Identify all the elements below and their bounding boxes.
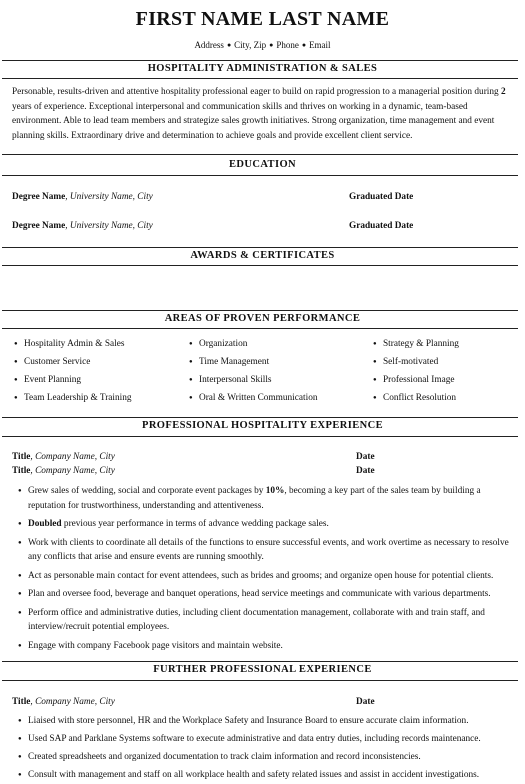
skill-item: ● Hospitality Admin & Sales (14, 338, 132, 356)
bullet-separator-icon: ● (226, 41, 232, 49)
list-item: ● Liaised with store personnel, HR and the Workplace Safety and Insurance Board to ensure accurate claim information. (20, 714, 510, 728)
years-count: 2 (501, 87, 506, 97)
skill-item: ● Event Planning (14, 374, 132, 392)
job-entry: Title, Company Name, City (12, 466, 115, 476)
bullet-separator-icon: ● (301, 41, 307, 49)
list-item: ● Grew sales of wedding, social and corporate event packages by 10%, becoming a key part of the sales team by building a reputation for trustworthiness, understanding and attentiveness. (20, 484, 510, 513)
list-item: ● Created spreadsheets and organized documentation to track claim information and record inconsistencies. (20, 750, 510, 764)
further-bullet-list (20, 714, 510, 782)
skill-item: ● Time Management (189, 356, 318, 374)
job-date: Date (356, 697, 375, 707)
contact-city-zip: City, Zip (234, 40, 267, 50)
contact-email: Email (309, 40, 331, 50)
section-heading-skills: AREAS OF PROVEN PERFORMANCE (164, 313, 361, 324)
skills-column (373, 338, 459, 410)
section-heading-experience: PROFESSIONAL HOSPITALITY EXPERIENCE (142, 420, 383, 431)
divider (2, 680, 518, 681)
contact-phone: Phone (276, 40, 299, 50)
resume-title: HOSPITALITY ADMINISTRATION & SALES (147, 63, 378, 74)
skill-item: ● Team Leadership & Training (14, 392, 132, 410)
divider (2, 310, 518, 311)
list-item: ● Used SAP and Parklane Systems software to execute administrative and data entry duties, including records maintenance. (20, 732, 510, 746)
divider (2, 417, 518, 418)
list-item: ● Perform office and administrative duties, including client documentation management, collaborate with and train staff, and interview/recruit potential employees. (20, 606, 510, 635)
section-heading-education: EDUCATION (229, 159, 296, 170)
divider (2, 247, 518, 248)
graduation-date: Graduated Date (349, 221, 414, 231)
divider (2, 661, 518, 662)
job-entry: Title, Company Name, City (12, 697, 115, 707)
list-item: ● Doubled previous year performance in terms of advance wedding package sales. (20, 517, 510, 532)
list-item: ● Work with clients to coordinate all details of the functions to ensure successful events, and work overtime as necessary to resolve any conflicts that arise and ensure events are running smoothly. (20, 536, 510, 565)
skill-item: ● Interpersonal Skills (189, 374, 318, 392)
section-heading-awards: AWARDS & CERTIFICATES (190, 250, 335, 261)
skill-item: ● Strategy & Planning (373, 338, 459, 356)
bullet-separator-icon: ● (269, 41, 274, 49)
skills-column (189, 338, 318, 410)
divider (2, 265, 518, 266)
experience-bullet-list (20, 484, 510, 657)
job-entry: Title, Company Name, City (12, 452, 115, 462)
job-date: Date (356, 466, 375, 476)
skill-item: ● Conflict Resolution (373, 392, 459, 410)
contact-line (0, 40, 525, 50)
divider (2, 175, 518, 176)
section-heading-further-experience: FURTHER PROFESSIONAL EXPERIENCE (153, 664, 372, 675)
job-date: Date (356, 452, 375, 462)
divider (2, 154, 518, 155)
professional-summary: Personable, results-driven and attentive hospitality professional eager to build on rapid progression to a managerial position during 2 years of experience. Exceptional interpersonal and communication skills and thrives on working in a dynamic, team-based environment. Able to lead team members and strategize sales growth initiatives. Strong organization, time management and event planning skills. Extraordinary drive and determination to achieve goals and provide excellent client service. (12, 87, 506, 141)
list-item: ● Plan and oversee food, beverage and banquet operations, head service meetings and communicate with various departments. (20, 587, 510, 602)
divider (2, 436, 518, 437)
skill-item: ● Customer Service (14, 356, 132, 374)
skill-item: ● Self-motivated (373, 356, 459, 374)
contact-address: Address (194, 40, 224, 50)
divider (2, 78, 518, 79)
graduation-date: Graduated Date (349, 192, 414, 202)
divider (2, 60, 518, 61)
skill-item: ● Professional Image (373, 374, 459, 392)
education-entry: Degree Name, University Name, City (12, 192, 153, 202)
skill-item: ● Organization (189, 338, 318, 356)
skills-column (14, 338, 132, 410)
list-item: ● Consult with management and staff on all workplace health and safety related issues and assist in accident investigations. (20, 768, 510, 782)
education-entry: Degree Name, University Name, City (12, 221, 153, 231)
skill-item: ● Oral & Written Communication (189, 392, 318, 410)
candidate-name: FIRST NAME LAST NAME (135, 8, 390, 30)
divider (2, 328, 518, 329)
list-item: ● Act as personable main contact for event attendees, such as brides and grooms; and organize open house for potential clients. (20, 569, 510, 584)
list-item: ● Engage with company Facebook page visitors and maintain website. (20, 639, 510, 654)
